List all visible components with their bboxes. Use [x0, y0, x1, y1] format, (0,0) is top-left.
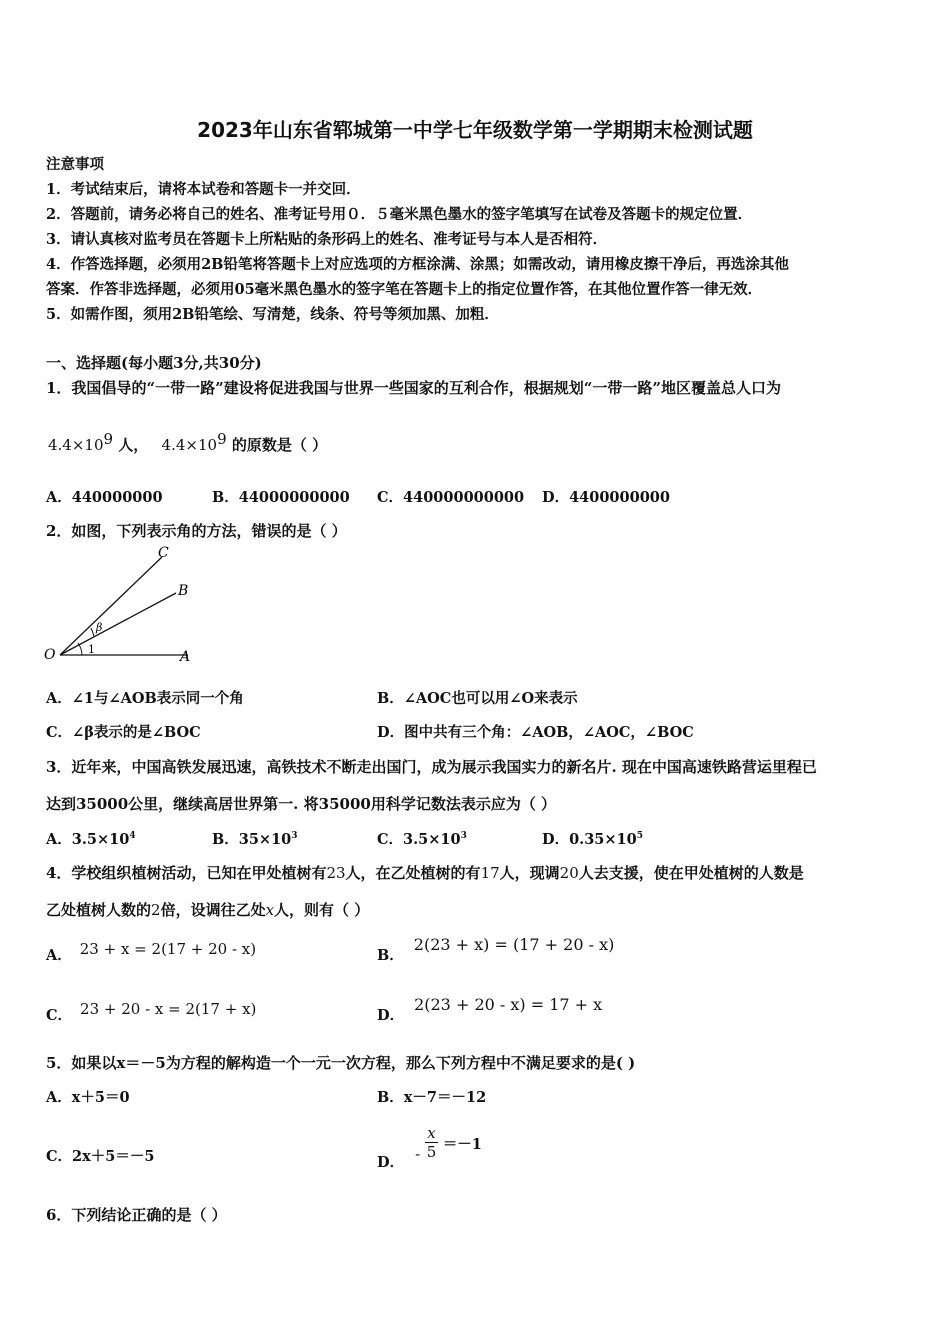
q5-option-d: D． - $\frac{x}{5}$ ＝－1	[377, 1124, 482, 1171]
notes-heading: 注意事项	[46, 156, 104, 173]
q5-option-c: C．2x＋5＝－5	[46, 1148, 155, 1165]
label-c: C	[158, 545, 169, 561]
fraction-x-over-5: $\frac{x}{5}$	[426, 1124, 437, 1161]
ray-oc	[60, 557, 162, 655]
q4-option-a: A． 23 + x = 2(17 + 20 - x)	[46, 940, 257, 964]
label-beta: β	[96, 621, 103, 634]
q4-option-c: C． 23 + 20 - x = 2(17 + x)	[46, 1000, 257, 1024]
note-item: 4．作答选择题，必须用2B铅笔将答题卡上对应选项的方框涂满、涂黑；如需改动，请用橡皮擦干净后，再选涂其他	[46, 256, 789, 273]
q2-option-d: D．图中共有三个角：∠AOB，∠AOC，∠BOC	[377, 724, 694, 741]
question-6-text: 6．下列结论正确的是（ ）	[46, 1206, 227, 1224]
label-o: O	[44, 647, 56, 663]
question-4-line-1: 4．学校组织植树活动，已知在甲处植树有23人，在乙处植树的有17人，现调20人去支援，使在甲处植树的人数是	[46, 864, 804, 882]
question-2-text: 2．如图，下列表示角的方法，错误的是（ ）	[46, 522, 347, 540]
note-item: 答案．作答非选择题，必须用05毫米黑色墨水的签字笔在答题卡上的指定位置作答，在其他位置作答一律无效．	[46, 281, 763, 298]
q1-option-c: C．440000000000	[377, 489, 525, 506]
note-item: 1．考试结束后，请将本试卷和答题卡一并交回．	[46, 181, 361, 198]
q2-option-a: A．∠1与∠AOB表示同一个角	[46, 690, 244, 707]
question-1-expression: $4.4\times 10^9$ 人， $4.4\times 10^9$ 的原数是（ ）	[48, 430, 328, 454]
ray-ob	[60, 593, 176, 655]
label-1: 1	[88, 643, 95, 656]
q5-option-b: B．x－7＝－12	[377, 1089, 487, 1106]
q1-option-a: A．440000000	[46, 489, 163, 506]
question-1-text: 1．我国倡导的“一带一路”建设将促进我国与世界一些国家的互利合作，根据规划“一带一路”地区覆盖总人口为	[46, 379, 781, 397]
q2-option-c: C．∠β表示的是∠BOC	[46, 724, 201, 741]
angle-arc-beta	[91, 628, 94, 637]
label-b: B	[178, 583, 189, 599]
label-a: A	[180, 649, 191, 665]
q1-option-b: B．44000000000	[212, 489, 350, 506]
question-4-line-2: 乙处植树人数的2倍，设调往乙处x人，则有（ ）	[46, 901, 370, 919]
q3-option-c: C．$3.5\times 10^3$	[377, 831, 467, 848]
note-item: 5．如需作图，须用2B铅笔绘、写清楚，线条、符号等须加黑、加粗．	[46, 306, 499, 323]
q4-option-b: B．2(23 + x) = (17 + 20 - x)	[377, 935, 615, 964]
q5-option-a: A．x＋5＝0	[46, 1089, 130, 1106]
q3-option-a: A．$3.5\times 10^4$	[46, 831, 136, 848]
q1-option-d: D．4400000000	[542, 489, 670, 506]
question-3-line-1: 3．近年来，中国高铁发展迅速，高铁技术不断走出国门，成为展示我国实力的新名片. 现在中国高速铁路营运里程已	[46, 758, 817, 776]
note-item: 2．答题前，请务必将自己的姓名、准考证号用０．５毫米黑色墨水的签字笔填写在试卷及答题卡的规定位置．	[46, 206, 753, 223]
angle-figure	[40, 543, 200, 668]
note-item: 3．请认真核对监考员在答题卡上所粘贴的条形码上的姓名、准考证号与本人是否相符．	[46, 231, 608, 248]
question-5-text: 5．如果以x＝－5为方程的解构造一个一元一次方程，那么下列方程中不满足要求的是( )	[46, 1054, 636, 1072]
q4-option-d: D．2(23 + 20 - x) = 17 + x	[377, 995, 603, 1024]
page-title: 2023年山东省郓城第一中学七年级数学第一学期期末检测试题	[197, 118, 753, 142]
q2-option-b: B．∠AOC也可以用∠O来表示	[377, 690, 578, 707]
q3-option-d: D．$0.35\times 10^5$	[542, 831, 643, 848]
question-3-line-2: 达到35000公里，继续高居世界第一. 将35000用科学记数法表示应为（ ）	[46, 795, 557, 813]
q3-option-b: B．$35\times 10^3$	[212, 831, 298, 848]
section-heading: 一、选择题(每小题3分,共30分)	[46, 354, 262, 372]
